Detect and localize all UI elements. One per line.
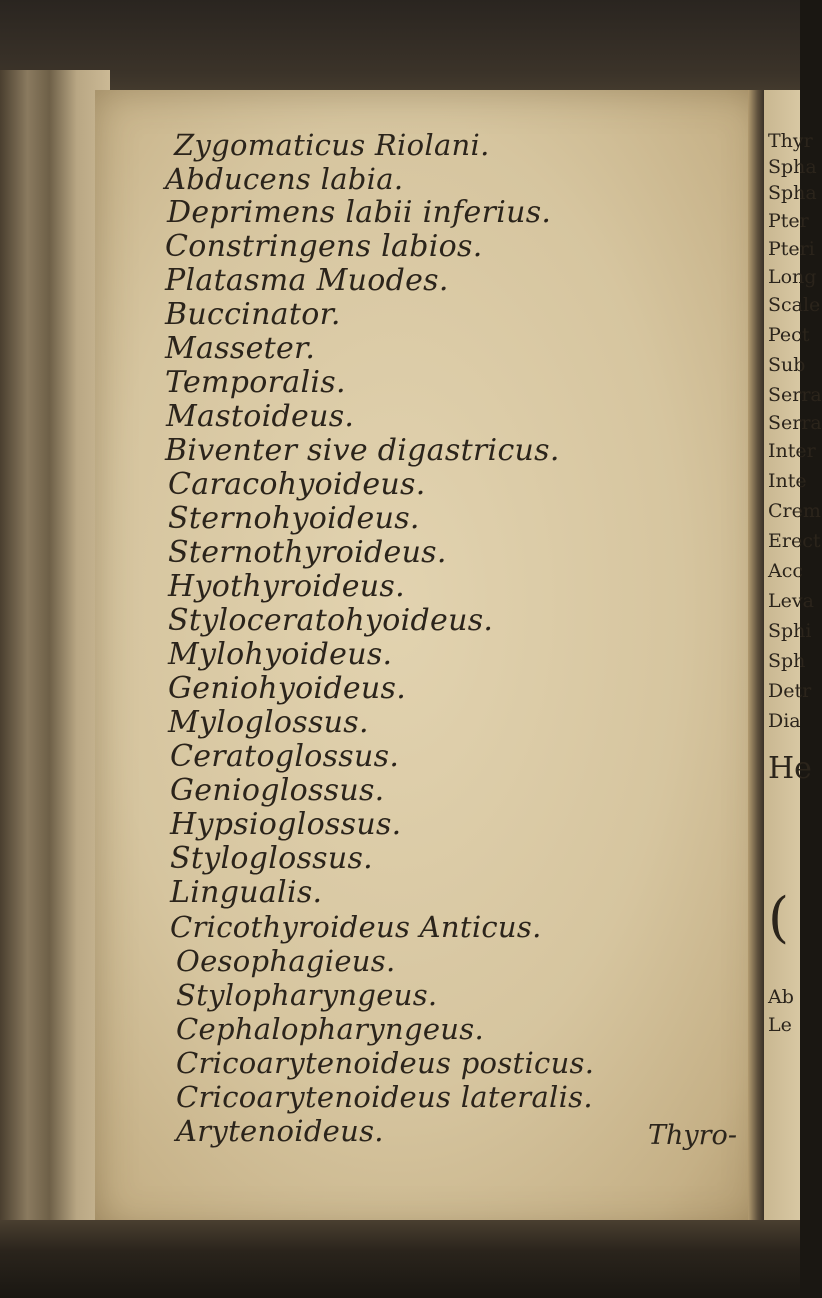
fragment: Serra bbox=[768, 384, 822, 406]
list-entry: Biventer sive digastricus. bbox=[165, 433, 560, 468]
list-entry: Cricoarytenoideus posticus. bbox=[176, 1046, 595, 1080]
list-entry: Cricothyroideus Anticus. bbox=[170, 910, 542, 944]
list-entry: Genioglossus. bbox=[170, 773, 385, 808]
list-entry: Cephalopharyngeus. bbox=[176, 1012, 484, 1046]
fragment: Crem bbox=[768, 500, 821, 522]
fragment: Leva bbox=[768, 590, 814, 612]
fragment: Long bbox=[768, 266, 817, 288]
list-entry: Geniohyoideus. bbox=[168, 671, 407, 706]
list-entry: Cricoarytenoideus lateralis. bbox=[176, 1080, 593, 1114]
list-entry: Sternothyroideus. bbox=[168, 535, 447, 570]
fragment: Inter bbox=[768, 440, 816, 462]
catchword: Thyro- bbox=[648, 1120, 737, 1151]
fragment: Acc bbox=[768, 560, 804, 582]
fragment: Pter bbox=[768, 210, 809, 232]
fragment: He bbox=[768, 751, 812, 786]
list-entry: Styloglossus. bbox=[170, 841, 374, 876]
fragment: Dia bbox=[768, 710, 801, 732]
fragment: Spha bbox=[768, 182, 817, 204]
list-entry: Ceratoglossus. bbox=[170, 739, 400, 774]
list-entry: Oesophagieus. bbox=[176, 944, 396, 978]
fragment: Pect bbox=[768, 324, 810, 346]
list-entry: Caracohyoideus. bbox=[168, 467, 426, 502]
list-entry: Arytenoideus. bbox=[176, 1114, 384, 1148]
list-entry: Constringens labios. bbox=[165, 229, 483, 264]
list-entry: Zygomaticus Riolani. bbox=[174, 128, 490, 162]
list-entry: Platasma Muodes. bbox=[165, 263, 449, 298]
list-entry: Hypsioglossus. bbox=[170, 807, 402, 842]
list-entry: Hyothyroideus. bbox=[168, 569, 405, 604]
list-entry: Masseter. bbox=[165, 331, 316, 366]
fragment: Inte bbox=[768, 470, 807, 492]
fragment: Serra bbox=[768, 412, 822, 434]
fragment: Le bbox=[768, 1014, 792, 1036]
list-entry: Lingualis. bbox=[170, 875, 323, 910]
fragment: Pteri bbox=[768, 238, 815, 260]
fragment: Spha bbox=[768, 156, 817, 178]
fragment: Thyr bbox=[768, 130, 813, 152]
list-entry: Temporalis. bbox=[165, 365, 346, 400]
fragment: Sph bbox=[768, 650, 806, 672]
fragment: Sphi bbox=[768, 620, 812, 642]
list-entry: Sternohyoideus. bbox=[168, 501, 420, 536]
fragment: Scale bbox=[768, 294, 821, 316]
fragment: ( bbox=[768, 886, 790, 949]
list-entry: Abducens labia. bbox=[165, 162, 404, 196]
list-entry: Styloceratohyoideus. bbox=[168, 603, 494, 638]
list-entry: Buccinator. bbox=[165, 297, 341, 332]
fragment: Erect bbox=[768, 530, 821, 552]
fragment: Ab bbox=[768, 986, 794, 1008]
list-entry: Mastoideus. bbox=[166, 399, 355, 434]
fragment: Sub bbox=[768, 354, 806, 376]
fragment: Detr bbox=[768, 680, 812, 702]
list-entry: Deprimens labii inferius. bbox=[167, 195, 552, 230]
list-entry: Stylopharyngeus. bbox=[176, 978, 438, 1012]
list-entry: Myloglossus. bbox=[168, 705, 369, 740]
list-entry: Mylohyoideus. bbox=[168, 637, 393, 672]
